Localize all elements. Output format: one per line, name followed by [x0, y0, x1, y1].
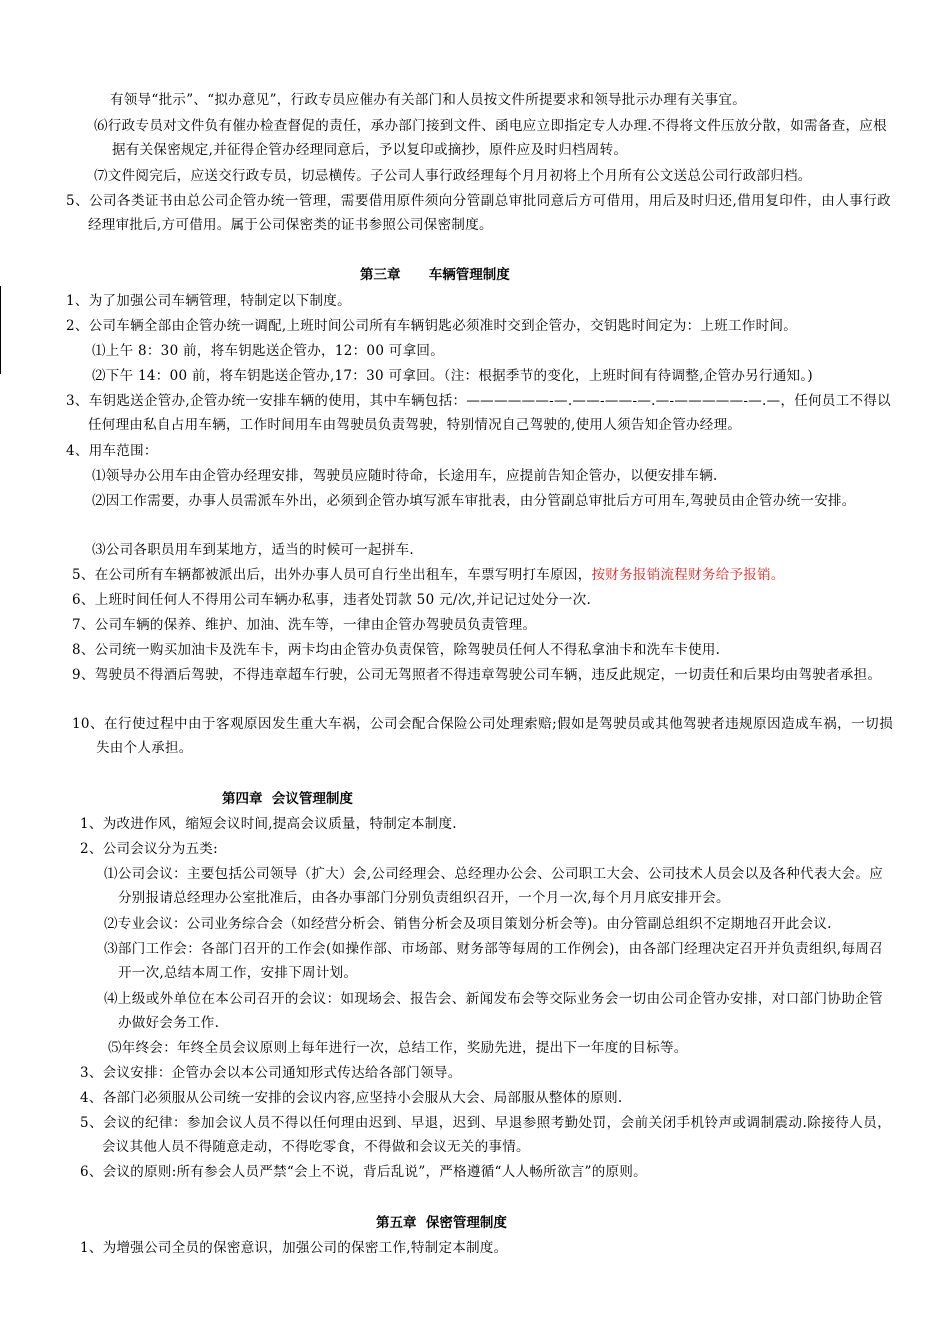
list-item: 10、在行使过程中由于客观原因发生重大车祸，公司会配合保险公司处理索赔;假如是驾驶员或其他驾驶者违规原因造成车祸，一切损失由个人承担。 — [72, 716, 893, 756]
sub-item: ⑸年终会：年终全员会议原则上每年进行一次，总结工作，奖励先进，提出下一年度的目标等。 — [108, 1040, 688, 1056]
sub-item: ⑶部门工作会：各部门召开的工作会(如操作部、市场部、财务部等每周的工作例会)，由各部门经理决定召开并负责组织,每周召开一次,总结本周工作，安排下周计划。 — [104, 941, 883, 981]
margin-line — [0, 286, 1, 374]
list-item: 4、各部门必须服从公司统一安排的会议内容,应坚持小会服从大会、局部服从整体的原则. — [80, 1090, 623, 1106]
sub-item: ⑵专业会议：公司业务综合会（如经营分析会、销售分析会及项目策划分析会等)。由分管副总组织不定期地召开此会议. — [104, 916, 832, 932]
list-item: 1、为增强公司全员的保密意识，加强公司的保密工作,特制定本制度。 — [80, 1240, 508, 1256]
list-item: 1、为了加强公司车辆管理，特制定以下制度。 — [66, 293, 351, 309]
list-item: 5、会议的纪律：参加会议人员不得以任何理由迟到、早退，迟到、早退参照考勤处罚，会前关闭手机铃声或调制震动.除接待人员，会议其他人员不得随意走动，不得吃零食，不得做和会议无关的事情。 — [80, 1115, 891, 1155]
sub-item: ⑵下午 14：00 前，将车钥匙送企管办,17：30 可拿回。（注：根据季节的变化，上班时间有待调整,企管办另行通知。) — [92, 368, 813, 384]
chapter-title: 第三章 车辆管理制度 — [360, 267, 510, 283]
list-item — [72, 563, 869, 587]
sub-item: ⑷上级或外单位在本公司召开的会议：如现场会、报告会、新闻发布会等交际业务会一切由公司企管办安排，对口部门协助企管办做好会务工作. — [104, 991, 883, 1031]
sub-item: ⑴公司会议：主要包括公司领导（扩大）会,公司经理会、总经理办公会、公司职工大会、公司技术人员会以及各种代表大会。应分别报请总经理办公室批准后，由各办事部门分别负责组织召开，一个月一次,每个月月底安排开会。 — [104, 866, 883, 906]
list-item: 2、公司会议分为五类: — [80, 841, 218, 857]
chapter-title: 第四章 会议管理制度 — [222, 791, 353, 807]
chapter-title: 第五章 保密管理制度 — [376, 1215, 507, 1231]
list-item: 7、公司车辆的保养、维护、加油、洗车等，一律由企管办驾驶员负责管理。 — [72, 617, 537, 633]
sub-item: ⑶公司各职员用车到某地方，适当的时候可一起拼车. — [92, 542, 414, 558]
list-item: 5、公司各类证书由总公司企管办统一管理，需要借用原件须向分管副总审批同意后方可借用，用后及时归还,借用复印件，由人事行政经理审批后,方可借用。属于公司保密类的证书参照公司保密制度。 — [66, 193, 891, 233]
paragraph: 有领导“批示”、“拟办意见”，行政专员应催办有关部门和人员按文件所提要求和领导批示办理有关事宜。 — [110, 92, 747, 108]
sub-item: ⑺文件阅完后，应送交行政专员，切忌横传。子公司人事行政经理每个月月初将上个月所有公文送总公司行政部归档。 — [94, 168, 812, 184]
list-item: 9、驾驶员不得酒后驾驶，不得违章超车行驶，公司无驾照者不得违章驾驶公司车辆，违反此规定，一切责任和后果均由驾驶者承担。 — [72, 667, 882, 683]
list-item: 3、会议安排：企管办会以本公司通知形式传达给各部门领导。 — [80, 1065, 462, 1081]
highlighted-text: 按财务报销流程财务给予报销。 — [591, 567, 785, 583]
list-item: 4、用车范围： — [66, 443, 158, 459]
list-item: 6、会议的原则:所有参会人员严禁“会上不说，背后乱说”，严格遵循“人人畅所欲言”的原则。 — [80, 1164, 647, 1180]
sub-item: ⑵因工作需要，办事人员需派车外出，必须到企管办填写派车审批表，由分管副总审批后方可用车,驾驶员由企管办统一安排。 — [92, 493, 856, 509]
list-item: 1、为改进作风，缩短会议时间,提高会议质量，特制定本制度. — [80, 816, 457, 832]
list-item-text: 5、在公司所有车辆都被派出后，出外办事人员可自行坐出租车，车票写明打车原因， — [72, 567, 592, 583]
list-item: 3、车钥匙送企管办,企管办统一安排车辆的使用，其中车辆包括：——————-—.——-——-—.—-—————-—.—，任何员工不得以任何理由私自占用车辆，工作时间用车由驾驶员负责驾驶，特别情况自己驾驶的,使用人须告知企管办经理。 — [66, 393, 891, 433]
list-item: 2、公司车辆全部由企管办统一调配,上班时间公司所有车辆钥匙必须准时交到企管办，交钥匙时间定为：上班工作时间。 — [66, 318, 798, 334]
sub-item: ⑹行政专员对文件负有催办检查督促的责任，承办部门接到文件、函电应立即指定专人办理.不得将文件压放分散，如需备查，应根据有关保密规定,并征得企管办经理同意后，予以复印或摘抄，原件应及时归档周转。 — [94, 118, 887, 158]
list-item: 6、上班时间任何人不得用公司车辆办私事，违者处罚款 50 元/次,并记记过处分一次. — [72, 592, 592, 608]
sub-item: ⑴领导办公用车由企管办经理安排，驾驶员应随时待命，长途用车，应提前告知企管办，以便安排车辆. — [92, 468, 718, 484]
sub-item: ⑴上午 8：30 前，将车钥匙送企管办，12：00 可拿回。 — [92, 343, 444, 359]
list-item: 8、公司统一购买加油卡及洗车卡，两卡均由企管办负责保管，除驾驶员任何人不得私拿油卡和洗车卡使用. — [72, 642, 721, 658]
